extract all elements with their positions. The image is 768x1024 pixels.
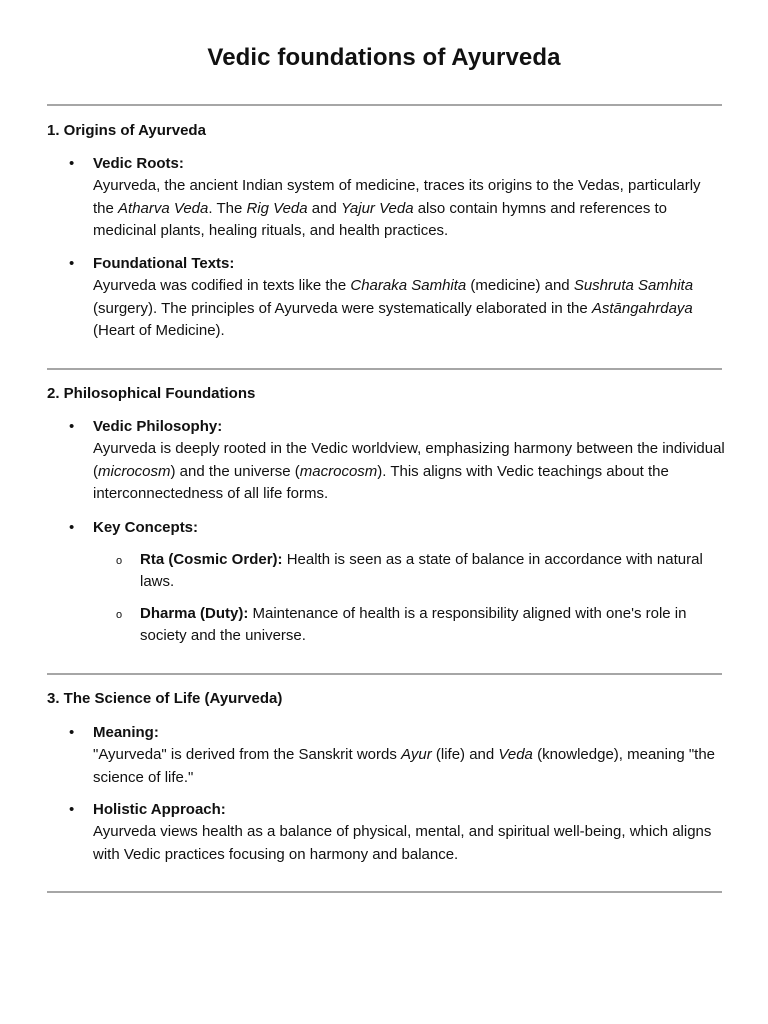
bullet: •: [69, 724, 75, 741]
list-item-meaning: [69, 722, 725, 789]
divider: [47, 104, 722, 106]
list-item-vedic-philosophy: [69, 416, 725, 506]
bullet: •: [69, 155, 75, 172]
bullet: •: [69, 519, 75, 536]
page-title: Vedic foundations of Ayurveda: [207, 44, 561, 71]
item-label: Vedic Roots:: [93, 155, 184, 172]
divider: [47, 368, 722, 370]
item-text: Ayurveda views health as a balance of physical, mental, and spiritual well-being, which aligns with Vedic practices focusing on harmony and balance.: [93, 823, 712, 863]
item-label: Meaning:: [93, 724, 159, 741]
list-item-holistic-approach: [69, 799, 725, 866]
item-text: Ayurveda is deeply rooted in the Vedic worldview, emphasizing harmony between the individual (microcosm) and the universe (macrocosm). This aligns with Vedic teachings about the interconnectedness of all life forms.: [93, 440, 725, 503]
sub-item-rta: [116, 549, 720, 594]
item-label: Holistic Approach:: [93, 801, 226, 818]
divider: [47, 891, 722, 893]
sub-item-text: Maintenance of health is a responsibility aligned with one's role in society and the universe.: [140, 605, 687, 645]
section-heading-origins: 1. Origins of Ayurveda: [47, 122, 206, 139]
sub-item-dharma: [116, 603, 720, 648]
item-text: "Ayurveda" is derived from the Sanskrit words Ayur (life) and Veda (knowledge), meaning "the science of life.": [93, 746, 716, 786]
divider: [47, 673, 722, 675]
list-item-key-concepts: [69, 517, 725, 539]
list-item-vedic-roots: [69, 153, 725, 243]
list-item-foundational-texts: [69, 253, 725, 343]
section-heading-science: 3. The Science of Life (Ayurveda): [47, 690, 283, 707]
sub-item-label: Rta (Cosmic Order):: [140, 551, 283, 568]
item-text: Ayurveda was codified in texts like the Charaka Samhita (medicine) and Sushruta Samhita (surgery). The principles of Ayurveda were systematically elaborated in the Astāngahrdaya (Heart of Medicine).: [93, 277, 694, 340]
section-heading-philosophical: 2. Philosophical Foundations: [47, 385, 256, 402]
bullet: •: [69, 801, 75, 818]
item-text: Ayurveda, the ancient Indian system of medicine, traces its origins to the Vedas, particularly the Atharva Veda. The Rig Veda and Yajur Veda also contain hymns and references to medicinal plants, healing rituals, and health practices.: [93, 177, 701, 240]
item-label: Vedic Philosophy:: [93, 418, 223, 435]
item-label: Foundational Texts:: [93, 255, 235, 272]
bullet: •: [69, 418, 75, 435]
sub-item-label: Dharma (Duty):: [140, 605, 249, 622]
sub-bullet: o: [116, 609, 123, 621]
sub-bullet: o: [116, 555, 123, 567]
bullet: •: [69, 255, 75, 272]
sub-item-text: Health is seen as a state of balance in accordance with natural laws.: [140, 551, 703, 591]
item-label: Key Concepts:: [93, 519, 199, 536]
